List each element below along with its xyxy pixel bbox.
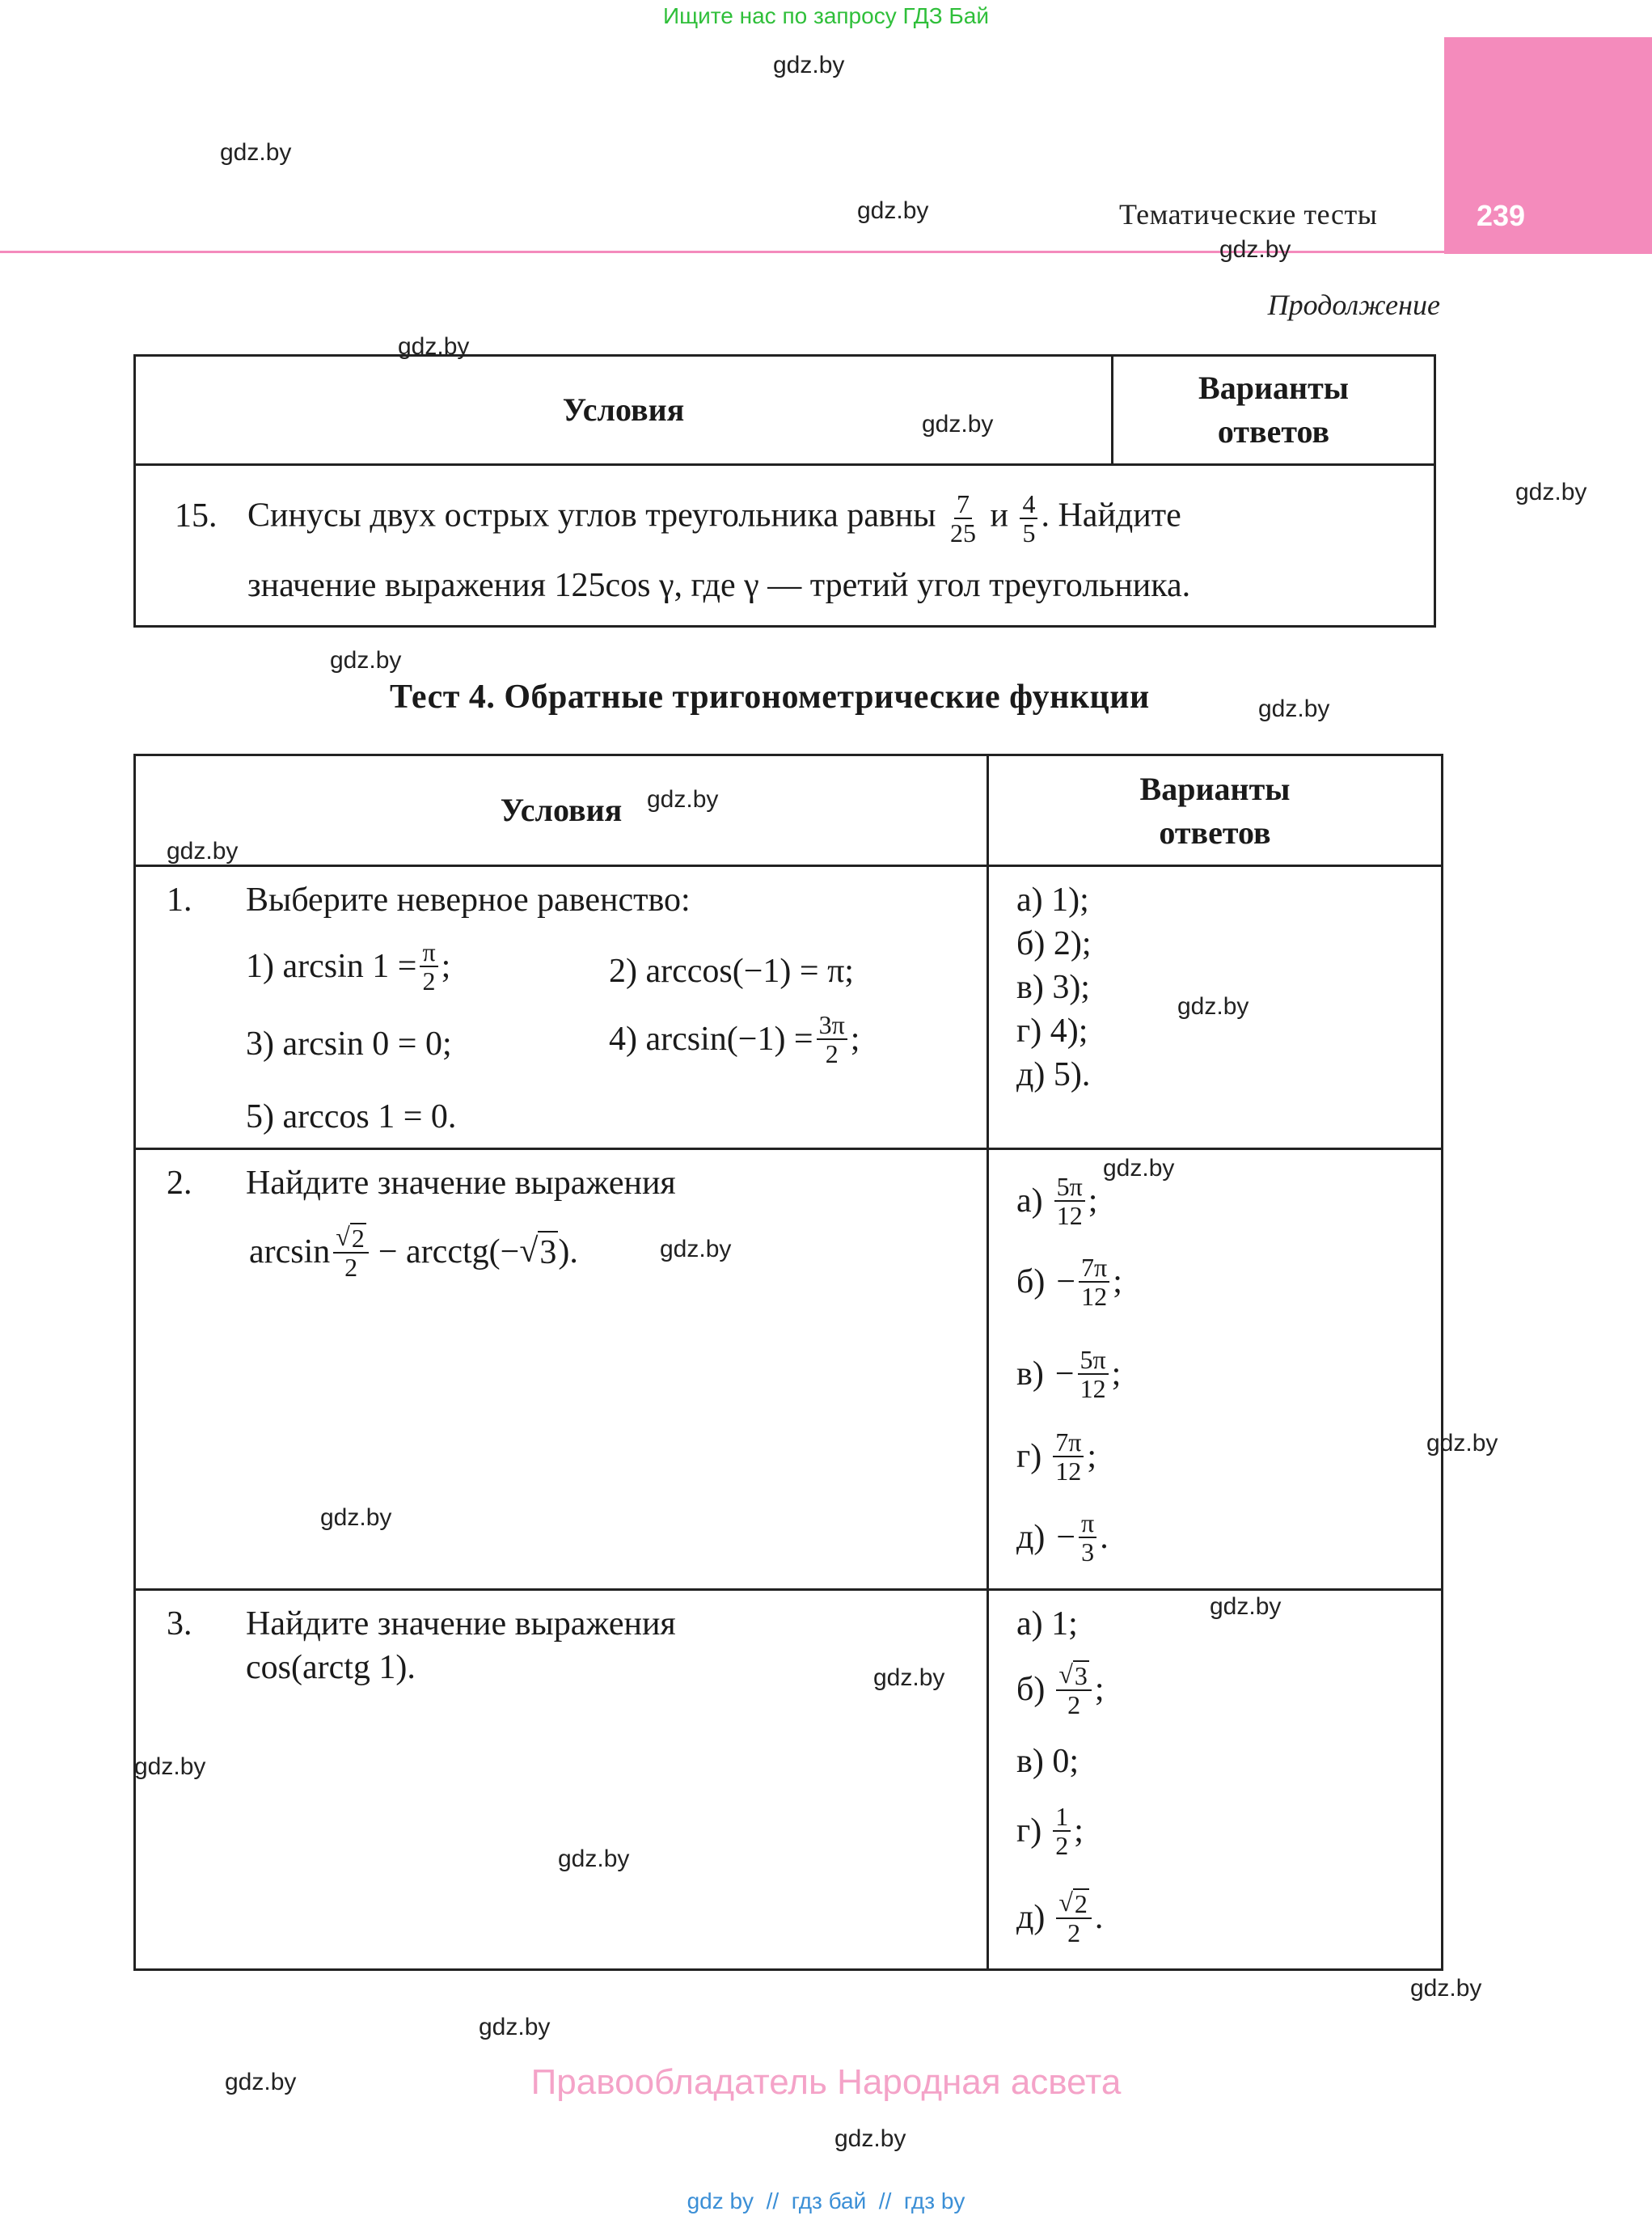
footer-links[interactable]: gdz by // гдз бай // гдз by [687,2188,965,2213]
watermark: gdz.by [320,1504,392,1531]
test-title: Тест 4. Обратные тригонометрические функции [390,679,1150,716]
q3-answer-b: б) √ 3 2 ; [1016,1660,1105,1719]
watermark: gdz.by [1103,1155,1175,1182]
watermark: gdz.by [167,838,239,865]
header-conditions: Условия [135,356,1113,465]
q1-eq-2: 2) arccos(−1) = π; [609,953,854,990]
q2-answer-e: д) − $\frac{\pi}{3}$ . [1016,1508,1109,1567]
q2-expression: arcsin √ 2 2 − arcctg(− √ 3 ). [249,1222,578,1282]
q2-answers [988,1149,1443,1590]
test4-header-answers: Варианты ответов [988,755,1443,866]
watermark: gdz.by [330,647,402,674]
watermark: gdz.by [1258,696,1330,722]
q1-number: 1. [167,882,192,919]
copyright-footer: Правообладатель Народная асвета [530,2062,1122,2102]
q1-answer-e: д) 5). [1016,1056,1091,1093]
q1-answer-d: г) 4); [1016,1013,1088,1050]
watermark: gdz.by [647,786,719,813]
watermark: gdz.by [479,2014,551,2040]
page-number: 239 [1477,199,1526,232]
q2-number: 2. [167,1165,192,1202]
q2-answer-b: б) − $\frac{7\pi}{12}$ ; [1016,1253,1122,1311]
q2-answer-a: а) $\frac{5\pi}{12}$ ; [1016,1172,1098,1230]
q1-answer-a: а) 1); [1016,882,1089,919]
q1-answer-b: б) 2); [1016,925,1092,962]
q3-answers [988,1590,1443,1970]
q3-text-2: cos(arctg 1). [246,1649,416,1686]
q15-text-b: . Найдите [1041,497,1181,535]
watermark: gdz.by [857,197,929,224]
watermark: gdz.by [134,1753,206,1780]
watermark: gdz.by [834,2125,906,2152]
continuation-label: Продолжение [1267,289,1440,321]
q15-number: 15. [175,497,218,535]
q1-eq-1: 1) arcsin 1 = $\frac{\pi}{2}$ ; [246,937,451,996]
watermark: gdz.by [1515,479,1587,505]
q1-answer-c: в) 3); [1016,969,1090,1006]
question-3 [135,1590,988,1970]
watermark: gdz.by [1426,1430,1498,1457]
q2-answer-c: в) − $\frac{5\pi}{12}$ ; [1016,1345,1122,1403]
table-previous [133,354,1436,628]
q3-number: 3. [167,1605,192,1643]
q1-eq-5: 5) arccos 1 = 0. [246,1098,457,1135]
watermark: gdz.by [1210,1593,1282,1620]
q15-line-2: значение выражения 125cos γ, где γ — третий угол треугольника. [247,567,1191,604]
q15-fraction-1: $\frac{7}{25}$ [949,489,976,548]
watermark: gdz.by [922,411,994,438]
watermark: gdz.by [873,1664,945,1691]
watermark: gdz.by [1177,993,1249,1020]
test4-header-conditions: Условия [135,755,988,866]
q15-fraction-2: $\frac{4}{5}$ [1020,490,1037,547]
watermark: gdz.by [225,2069,297,2095]
table-test4 [133,754,1443,1971]
q3-answer-c: в) 0; [1016,1743,1079,1780]
question-1 [135,866,988,1149]
watermark: gdz.by [773,52,845,78]
q1-eq-3: 3) arcsin 0 = 0; [246,1025,452,1063]
q3-answer-a: а) 1; [1016,1605,1078,1643]
q1-eq-4: 4) arcsin(−1) = $\frac{3\pi}{2}$ ; [609,1010,860,1068]
q3-answer-e: д) √ 2 2 . [1016,1888,1104,1947]
header-title: Тематические тесты [1119,198,1378,230]
watermark: gdz.by [1219,236,1291,263]
watermark: gdz.by [398,333,470,360]
top-banner: Ищите нас по запросу ГДЗ Бай [662,3,990,28]
q15-and: и [990,497,1008,535]
watermark: gdz.by [220,139,292,166]
q3-answer-d: г) $\frac{1}{2}$ ; [1016,1802,1084,1860]
q15-line-1 [175,490,1181,547]
page-number-block [1444,37,1652,254]
question-15 [135,465,1435,627]
header-answers: Варианты ответов [1113,356,1435,465]
q2-answer-d: г) $\frac{7\pi}{12}$ ; [1016,1427,1097,1486]
question-2 [135,1149,988,1590]
watermark: gdz.by [558,1846,630,1872]
watermark: gdz.by [1410,1975,1482,2002]
q1-text: Выберите неверное равенство: [246,882,691,919]
q15-text-a: Синусы двух острых углов треугольника равны [247,497,936,535]
watermark: gdz.by [660,1236,732,1262]
q2-text: Найдите значение выражения [246,1165,676,1202]
q3-text-1: Найдите значение выражения [246,1605,676,1643]
